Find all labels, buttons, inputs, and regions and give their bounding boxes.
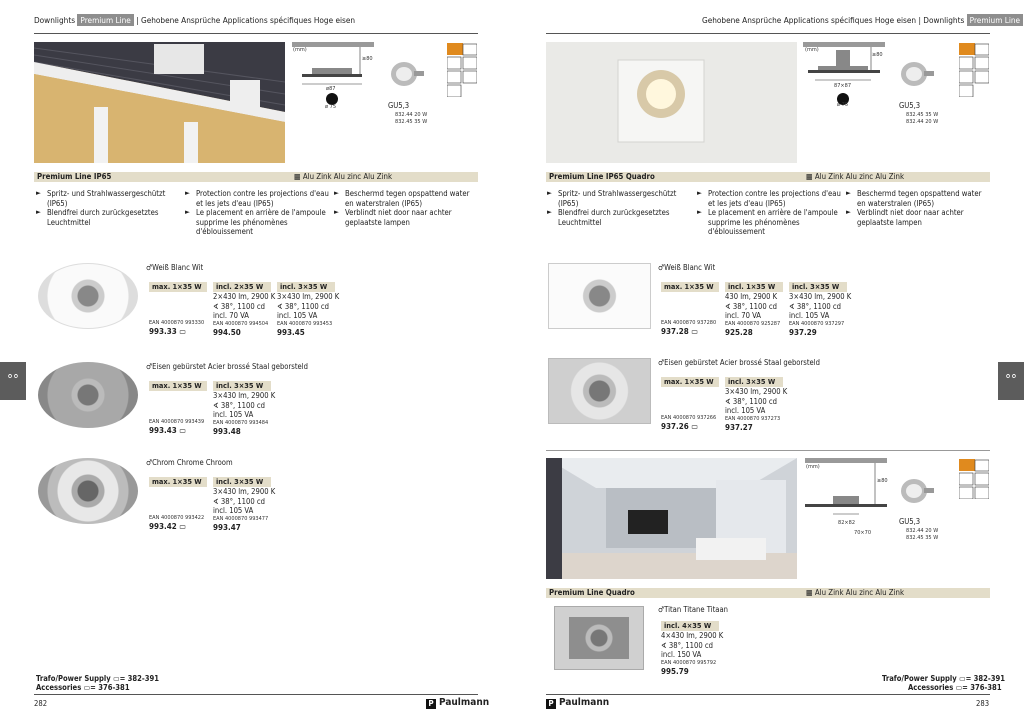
variant-col[interactable] xyxy=(277,282,339,337)
col-header: max. 1×35 W xyxy=(661,282,719,292)
divider xyxy=(546,450,990,451)
ean: EAN 4000870 993477 xyxy=(213,515,269,522)
lamp-code: 832.44 20 W xyxy=(906,528,939,534)
ean: EAN 4000870 994504 xyxy=(213,320,269,327)
col-header: incl. 3×35 W xyxy=(789,282,847,292)
article-number: 994.50 xyxy=(213,327,241,337)
bullets-nl xyxy=(334,189,476,227)
bullet: ► Beschermd tegen opspattend water en waterstralen (IP65) xyxy=(846,189,988,208)
finish-label: ♂Weiß Blanc Wit xyxy=(146,263,204,272)
ean: EAN 4000870 993422 xyxy=(149,515,205,521)
product-image-white xyxy=(38,263,138,329)
product-title: Premium Line Quadro xyxy=(549,588,635,597)
variant-col[interactable] xyxy=(213,282,275,337)
article-number: 993.47 xyxy=(213,522,241,532)
variant-col[interactable]: max. 1×35 W EAN 4000870 993330 993.33 ▭ xyxy=(149,282,207,336)
socket-type: GU5,3 xyxy=(899,101,921,110)
crumb-active[interactable]: Premium Line xyxy=(967,14,1023,26)
article-number: 993.43 xyxy=(149,426,177,435)
col-header: incl. 3×35 W xyxy=(277,282,335,292)
spec-line: incl. 150 VA xyxy=(661,650,702,660)
bullets-nl xyxy=(846,189,988,227)
spec-line: incl. 105 VA xyxy=(725,406,766,416)
crumb[interactable]: Applications spécifiques xyxy=(783,15,873,25)
finish-label: ♂Eisen gebürstet Acier brossé Staal geborsteld xyxy=(658,358,820,367)
bullets-fr xyxy=(185,189,331,237)
dim-unit: (mm) xyxy=(293,47,307,53)
spec-line: incl. 70 VA xyxy=(725,311,761,321)
col-header: incl. 4×35 W xyxy=(661,621,719,631)
article-number: 993.48 xyxy=(213,426,241,436)
bulb-icon xyxy=(898,473,936,509)
spec-line: incl. 70 VA xyxy=(213,311,249,321)
article-number: 995.79 xyxy=(661,666,689,676)
ean: EAN 4000870 937273 xyxy=(725,415,781,422)
brand-logo: P Paulmann xyxy=(426,697,489,709)
dim-cutout: 70×70 xyxy=(854,530,872,536)
dim-diameter: ø87 xyxy=(326,86,336,92)
divider xyxy=(34,33,478,34)
variant-col[interactable] xyxy=(725,282,783,337)
col-header: incl. 3×35 W xyxy=(213,477,271,487)
variant-col[interactable] xyxy=(661,621,723,676)
article-number: 937.28 xyxy=(661,327,689,336)
product-title-bar xyxy=(546,588,990,598)
col-header: max. 1×35 W xyxy=(661,377,719,387)
dim-unit: (mm) xyxy=(806,464,820,470)
spec-line: 3×430 lm, 2900 K xyxy=(213,487,276,496)
crumb-sep: | xyxy=(136,15,139,25)
dim-height: ≥80 xyxy=(872,52,883,58)
section-tab[interactable]: °° xyxy=(998,362,1024,400)
variant-col[interactable] xyxy=(725,377,787,432)
spec-badges xyxy=(447,43,477,97)
bullet: ► Spritz- und Strahlwassergeschützt (IP65) xyxy=(547,189,693,208)
finish-label: ♂Weiß Blanc Wit xyxy=(658,263,716,272)
dim-height: ≥80 xyxy=(362,56,373,62)
lamp-code: 832.45 35 W xyxy=(395,119,428,125)
dim-size: 87×87 xyxy=(834,83,852,89)
bulb-icon xyxy=(388,56,426,92)
crumb[interactable]: Applications spécifiques xyxy=(222,15,312,25)
product-photo-ceiling xyxy=(546,42,797,163)
crumb-active[interactable]: Premium Line xyxy=(77,14,133,26)
divider xyxy=(546,33,990,34)
ean: EAN 4000870 937297 xyxy=(789,320,845,327)
spec-line: ∢ 38°, 1100 cd xyxy=(661,640,713,650)
crumb-sep: | xyxy=(918,15,921,25)
variant-col[interactable] xyxy=(789,282,851,337)
spec-line: 3×430 lm, 2900 K xyxy=(277,292,340,301)
bullet: ► Blendfrei durch zurückgesetztes Leuchtmittel xyxy=(36,208,178,227)
ean: EAN 4000870 993330 xyxy=(149,320,205,326)
spec-line: incl. 105 VA xyxy=(213,506,254,516)
article-number: 937.27 xyxy=(725,422,753,432)
trafo-ref[interactable]: Trafo/Power Supply ▭= 382-391 xyxy=(882,674,1006,683)
spec-badges xyxy=(959,43,989,97)
spec-line: 3×430 lm, 2900 K xyxy=(213,391,276,400)
spec-line: ∢ 38°, 1100 cd xyxy=(213,496,265,506)
product-title: Premium Line IP65 xyxy=(37,172,112,181)
accessories-ref[interactable]: Accessories ▭= 376-381 xyxy=(36,683,130,692)
article-number: 937.26 xyxy=(661,422,689,431)
spec-line: ∢ 38°, 1100 cd xyxy=(789,301,841,311)
col-header: max. 1×35 W xyxy=(149,282,207,292)
lamp-code: 832.44 20 W xyxy=(906,119,939,125)
product-title-bar xyxy=(546,172,990,182)
crumb[interactable]: Gehobene Ansprüche xyxy=(702,15,782,25)
col-header: incl. 2×35 W xyxy=(213,282,271,292)
socket-type: GU5,3 xyxy=(899,517,921,526)
divider xyxy=(34,694,478,695)
bullet: ► Beschermd tegen opspattend water en waterstralen (IP65) xyxy=(334,189,476,208)
ean: EAN 4000870 925287 xyxy=(725,320,781,327)
dim-cutout: ø 75 xyxy=(325,104,337,110)
article-number: 993.33 xyxy=(149,327,177,336)
bullets-de xyxy=(547,189,693,227)
spec-line: 2×430 lm, 2900 K xyxy=(213,292,276,301)
variant-col[interactable] xyxy=(213,381,275,436)
finish-label: ♂Chrom Chrome Chroom xyxy=(146,458,233,467)
bullet: ► Protection contre les projections d'eau et les jets d'eau (IP65) xyxy=(185,189,331,208)
lamp-code: 832.45 35 W xyxy=(906,535,939,541)
col-header: incl. 3×35 W xyxy=(213,381,271,391)
section-tab[interactable]: °° xyxy=(0,362,26,400)
material-label: ▦ Alu Zink Alu zinc Alu Zink xyxy=(806,588,905,597)
variant-col[interactable]: max. 1×35 W EAN 4000870 937266 937.26 ▭ xyxy=(661,377,719,431)
variant-col[interactable] xyxy=(213,477,275,532)
ean: EAN 4000870 995792 xyxy=(661,659,717,666)
spec-line: ∢ 38°, 1100 cd xyxy=(725,301,777,311)
breadcrumb-left xyxy=(34,15,355,25)
product-image-titan-square xyxy=(554,606,644,670)
ean: EAN 4000870 937266 xyxy=(661,415,717,421)
ean: EAN 4000870 993453 xyxy=(277,320,333,327)
material-label: ▦ Alu Zink Alu zinc Alu Zink xyxy=(294,172,393,181)
bullet: ► Spritz- und Strahlwassergeschützt (IP65) xyxy=(36,189,178,208)
spec-line: incl. 105 VA xyxy=(789,311,830,321)
variant-col[interactable]: max. 1×35 W EAN 4000870 993422 993.42 ▭ xyxy=(149,477,207,531)
spec-line: 3×430 lm, 2900 K xyxy=(725,387,788,396)
socket-type: GU5,3 xyxy=(388,101,410,110)
bullets-fr xyxy=(697,189,843,237)
crumb[interactable]: Hoge eisen xyxy=(874,15,917,25)
lamp-code: 832.45 35 W xyxy=(906,112,939,118)
bullet: ► Blendfrei durch zurückgesetztes Leuchtmittel xyxy=(547,208,693,227)
product-photo-livingroom xyxy=(546,458,797,579)
crumb[interactable]: Hoge eisen xyxy=(313,15,356,25)
spec-line: 3×430 lm, 2900 K xyxy=(789,292,852,301)
bullets-de xyxy=(36,189,178,227)
lamp-code: 832.44 20 W xyxy=(395,112,428,118)
product-image-brushed-square xyxy=(548,358,651,424)
spec-line: ∢ 38°, 1100 cd xyxy=(277,301,329,311)
dim-height: ≥80 xyxy=(877,478,888,484)
ean: EAN 4000870 937280 xyxy=(661,320,717,326)
bullet: ► Verblindt niet door naar achter geplaatste lampen xyxy=(334,208,476,227)
spec-line: incl. 105 VA xyxy=(213,410,254,420)
variant-col[interactable]: max. 1×35 W EAN 4000870 993439 993.43 ▭ xyxy=(149,381,207,435)
col-header: max. 1×35 W xyxy=(149,477,207,487)
accessories-ref[interactable]: Accessories ▭= 376-381 xyxy=(908,683,1002,692)
spec-line: ∢ 38°, 1100 cd xyxy=(725,396,777,406)
page-number: 282 xyxy=(34,699,48,708)
spec-line: 430 lm, 2900 K xyxy=(725,292,778,301)
bulb-icon xyxy=(898,56,936,92)
col-header: max. 1×35 W xyxy=(149,381,207,391)
divider xyxy=(546,694,990,695)
trafo-ref[interactable]: Trafo/Power Supply ▭= 382-391 xyxy=(36,674,160,683)
breadcrumb-right xyxy=(702,15,1023,25)
spec-line: 4×430 lm, 2900 K xyxy=(661,631,724,640)
article-number: 937.29 xyxy=(789,327,817,337)
spec-line: ∢ 38°, 1100 cd xyxy=(213,400,265,410)
product-photo-house xyxy=(34,42,285,163)
crumb[interactable]: Downlights xyxy=(34,15,76,25)
dim-size: 82×82 xyxy=(838,520,856,526)
product-image-brushed xyxy=(38,362,138,428)
spec-line: incl. 105 VA xyxy=(277,311,318,321)
spec-line: ∢ 38°, 1100 cd xyxy=(213,301,265,311)
dim-cutout: ø 75 xyxy=(837,102,849,108)
ean: EAN 4000870 993439 xyxy=(149,419,205,425)
article-number: 993.42 xyxy=(149,522,177,531)
material-label: ▦ Alu Zink Alu zinc Alu Zink xyxy=(806,172,905,181)
article-number: 993.45 xyxy=(277,327,305,337)
bullet: ► Le placement en arrière de l'ampoule supprime les phénomènes d'éblouissement xyxy=(185,208,331,237)
col-header: incl. 3×35 W xyxy=(725,377,783,387)
dim-unit: (mm) xyxy=(805,47,819,53)
finish-label: ♂Eisen gebürstet Acier brossé Staal geborsteld xyxy=(146,362,308,371)
spec-badges xyxy=(959,459,989,499)
col-header: incl. 1×35 W xyxy=(725,282,783,292)
crumb[interactable]: Gehobene Ansprüche xyxy=(141,15,221,25)
variant-col[interactable]: max. 1×35 W EAN 4000870 937280 937.28 ▭ xyxy=(661,282,719,336)
bullet: ► Protection contre les projections d'eau et les jets d'eau (IP65) xyxy=(697,189,843,208)
product-image-white-square xyxy=(548,263,651,329)
crumb[interactable]: Downlights xyxy=(923,15,965,25)
finish-label: ♂Titan Titane Titaan xyxy=(658,605,728,614)
article-number: 925.28 xyxy=(725,327,753,337)
brand-logo: P Paulmann xyxy=(546,697,609,709)
product-title: Premium Line IP65 Quadro xyxy=(549,172,655,181)
page-number: 283 xyxy=(976,699,990,708)
product-title-bar xyxy=(34,172,478,182)
bullet: ► Le placement en arrière de l'ampoule supprime les phénomènes d'éblouissement xyxy=(697,208,843,237)
bullet: ► Verblindt niet door naar achter geplaatste lampen xyxy=(846,208,988,227)
product-image-chrome xyxy=(38,458,138,524)
ean: EAN 4000870 993484 xyxy=(213,419,269,426)
